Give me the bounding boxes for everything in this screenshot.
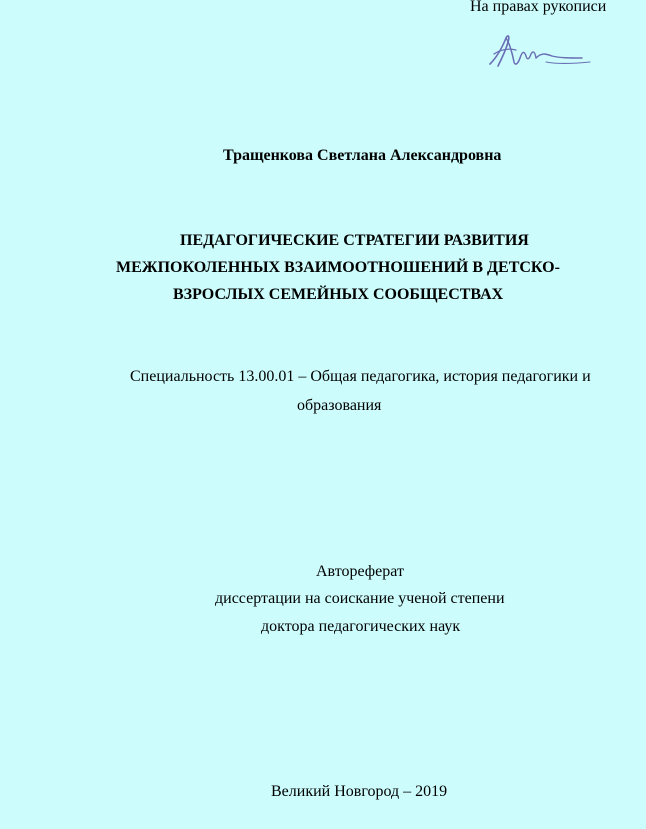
title-line: МЕЖПОКОЛЕННЫХ ВЗАИМООТНОШЕНИЙ В ДЕТСКО-	[116, 259, 560, 276]
author-name: Тращенкова Светлана Александровна	[223, 147, 502, 164]
specialty-line: Специальность 13.00.01 – Общая педагогика, история педагогики и	[130, 368, 591, 385]
document-purpose: диссертации на соискание ученой степени	[215, 590, 505, 607]
document-type: Автореферат	[316, 563, 404, 580]
rights-note: На правах рукописи	[470, 0, 607, 15]
academic-degree: доктора педагогических наук	[261, 618, 461, 635]
city-year: Великий Новгород – 2019	[271, 783, 448, 800]
title-line: ПЕДАГОГИЧЕСКИЕ СТРАТЕГИИ РАЗВИТИЯ	[180, 232, 529, 249]
signature-image	[486, 28, 598, 74]
title-line: ВЗРОСЛЫХ СЕМЕЙНЫХ СООБЩЕСТВАХ	[173, 286, 504, 303]
specialty-line: образования	[297, 397, 382, 414]
